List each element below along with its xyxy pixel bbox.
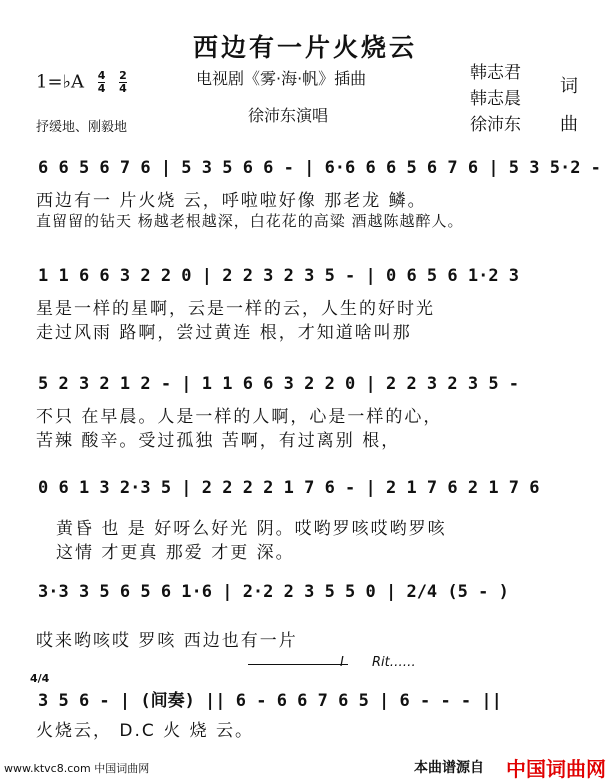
notation-line-5: 3·3 3 5 6 5 6 1·6 | 2·2 2 3 5 5 0 | 2/4 (5 - ) xyxy=(38,582,509,602)
lyrics-line-3-verse-2: 苦辣 酸辛。受过孤独 苦啊，有过离别 根， xyxy=(36,431,401,451)
rit-line xyxy=(248,664,348,665)
credit-composer: 徐沛东 xyxy=(470,115,521,135)
notation-line-2: 1 1 6 6 3 2 2 0 | 2 2 3 2 3 5 - | 0 6 5 6 1·2 3 xyxy=(38,266,520,286)
lyrics-line-2-verse-1: 星是一样的星啊，云是一样的云，人生的好时光 xyxy=(36,299,435,319)
key-signature xyxy=(36,70,127,95)
lyrics-line-1-verse-2: 直留留的钻天 杨越老根越深，白花花的高粱 酒越陈越醉人。 xyxy=(36,212,464,230)
notation-line-1: 6 6 5 6 7 6 | 5 3 5 6 6 - | 6·6 6 6 5 6 7 6 | 5 3 5·2 - xyxy=(38,158,601,178)
roman-marker: I xyxy=(340,655,344,670)
footer-source: 本曲谱源自 xyxy=(414,760,484,776)
lyrics-line-4-verse-1: 黄昏 也 是 好呀么好光 阴。哎哟罗咳哎哟罗咳 xyxy=(56,519,447,539)
time-signature-2: $\frac{2}{4}$ xyxy=(119,69,127,95)
time-signature-last: 4/4 xyxy=(30,672,50,685)
ritardando-marking: Rit…… xyxy=(372,655,416,670)
footer-brand-logo: 中国词曲网 xyxy=(506,757,606,781)
tempo-marking: 抒缓地、刚毅地 xyxy=(36,120,128,135)
key-label: 1=♭A xyxy=(36,71,85,93)
notation-line-3: 5 2 3 2 1 2 - | 1 1 6 6 3 2 2 0 | 2 2 3 2 3 5 - xyxy=(38,374,520,394)
credit-lyricist-2: 韩志晨 xyxy=(470,89,521,109)
lyrics-line-2-verse-2: 走过风雨 路啊，尝过黄连 根，才知道啥叫那 xyxy=(36,323,412,343)
role-lyrics: 词 xyxy=(560,76,578,97)
lyrics-line-5: 哎来哟咳哎 罗咳 西边也有一片 xyxy=(36,631,298,651)
lyrics-line-3-verse-1: 不只 在早晨。人是一样的人啊，心是一样的心， xyxy=(36,407,443,427)
subtitle: 电视剧《雾·海·帆》插曲 xyxy=(196,69,367,88)
time-signature-1: $\frac{4}{4}$ xyxy=(97,69,106,95)
role-music: 曲 xyxy=(560,114,578,135)
credit-lyricist-1: 韩志君 xyxy=(470,63,521,83)
lyrics-line-1-verse-1: 西边有一 片火烧 云，呼啦啦好像 那老龙 鳞。 xyxy=(36,191,427,211)
singer: 徐沛东演唱 xyxy=(248,106,329,125)
notation-line-4: 0 6 1 3 2·3 5 | 2 2 2 2 1 7 6 - | 2 1 7 6 2 1 7 6 xyxy=(38,478,540,498)
footer-site: www.ktvc8.com 中国词曲网 xyxy=(4,762,150,775)
notation-line-6: 3 5 6 - | (间奏) || 6 - 6 6 7 6 5 | 6 - - - || xyxy=(38,691,502,711)
lyrics-line-6: 火烧云， D.C 火 烧 云。 xyxy=(36,721,254,741)
page-title: 西边有一片火烧云 xyxy=(192,33,417,62)
lyrics-line-4-verse-2: 这情 才更真 那爱 才更 深。 xyxy=(56,543,295,563)
